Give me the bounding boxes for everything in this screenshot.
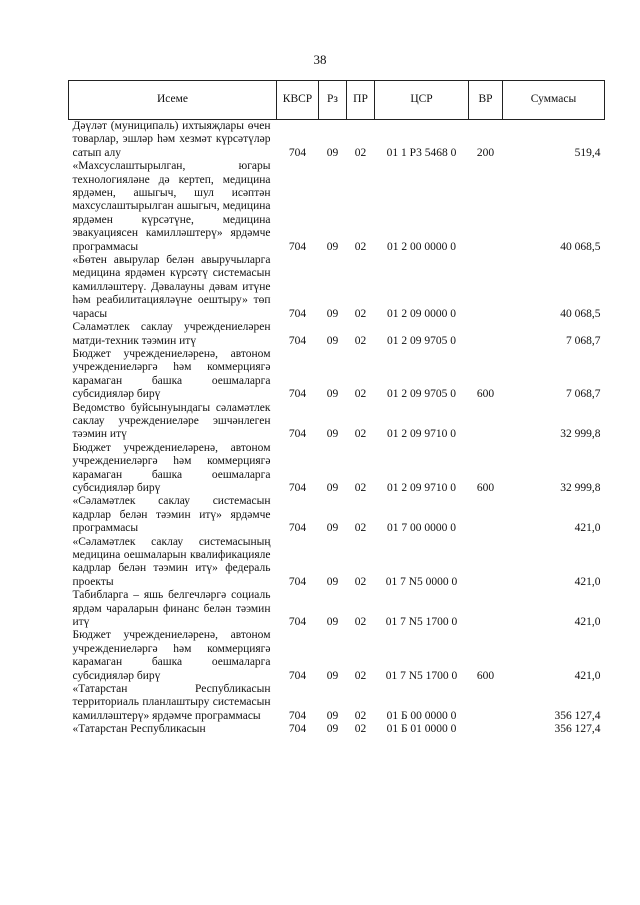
table-row xyxy=(69,442,605,496)
cell-kvsr: 704 xyxy=(288,334,307,347)
cell-sum: 40 068,5 xyxy=(560,240,601,253)
header-name: Исеме xyxy=(69,81,277,120)
cell-csr: 01 7 N5 0000 0 xyxy=(385,575,458,588)
cell-sum: 40 068,5 xyxy=(560,307,601,320)
table-row xyxy=(69,495,605,535)
cell-sum: 7 068,7 xyxy=(566,388,601,401)
cell-name: «Сәламәтлек саклау системасын кадрлар белән тәэмин итү» ярдәмче программасы xyxy=(72,495,271,535)
cell-rz: 09 xyxy=(326,428,339,441)
cell-vr xyxy=(469,536,503,590)
cell-vr: 600 xyxy=(476,481,495,494)
table-row xyxy=(69,254,605,321)
cell-rz: 09 xyxy=(326,616,339,629)
cell-sum: 421,0 xyxy=(574,669,601,682)
cell-name: Бюджет учреждениеләренә, автоном учреждениеләргә һәм коммерциягә карамаган башка оешмаларга субсидияләр бирү xyxy=(72,629,271,682)
cell-sum: 32 999,8 xyxy=(560,428,601,441)
cell-sum: 519,4 xyxy=(574,146,601,159)
table-row xyxy=(69,160,605,254)
cell-kvsr: 704 xyxy=(288,709,307,722)
cell-vr: 600 xyxy=(476,669,495,682)
cell-sum: 421,0 xyxy=(574,522,601,535)
cell-csr: 01 Б 00 0000 0 xyxy=(386,709,457,722)
cell-vr: 200 xyxy=(476,146,495,159)
cell-name: «Махсуслаштырылган, югары технологияләне дә кертеп, медицина ярдәмен, ашыгыч, шул исәптән махсуслаштырылган ашыгыч, медицина ярдәмен күрсәтүне, медицина эвакуациясен камилләштерү» ярдәмче программасы xyxy=(72,160,271,253)
cell-pr: 02 xyxy=(354,669,367,682)
cell-sum: 421,0 xyxy=(574,616,601,629)
cell-sum: 421,0 xyxy=(574,575,601,588)
cell-vr xyxy=(469,683,503,723)
cell-kvsr: 704 xyxy=(288,522,307,535)
cell-name: Бюджет учреждениеләренә, автоном учреждениеләргә һәм коммерциягә карамаган башка оешмаларга субсидияләр бирү xyxy=(72,347,271,401)
cell-csr: 01 2 09 9710 0 xyxy=(387,481,456,494)
cell-csr: 01 7 00 0000 0 xyxy=(387,522,456,535)
budget-table xyxy=(68,80,605,737)
cell-pr: 02 xyxy=(354,428,367,441)
cell-kvsr: 704 xyxy=(288,669,307,682)
cell-pr: 02 xyxy=(354,723,367,736)
table-header-row xyxy=(69,81,605,120)
cell-rz: 09 xyxy=(326,709,339,722)
cell-rz: 09 xyxy=(326,307,339,320)
cell-rz: 09 xyxy=(326,146,339,159)
table-row xyxy=(69,723,605,736)
cell-csr: 01 2 09 9705 0 xyxy=(387,388,456,401)
cell-name: «Сәламәтлек саклау системасының медицина оешмаларын квалификацияле кадрлар белән тәэмин итү» федераль проекты xyxy=(72,535,271,588)
cell-pr: 02 xyxy=(354,388,367,401)
cell-csr: 01 7 N5 1700 0 xyxy=(385,669,458,682)
header-sum: Суммасы xyxy=(503,81,605,120)
cell-rz: 09 xyxy=(326,575,339,588)
cell-pr: 02 xyxy=(354,146,367,159)
cell-kvsr: 704 xyxy=(288,240,307,253)
header-rz: Рз xyxy=(319,81,347,120)
cell-rz: 09 xyxy=(326,240,339,253)
cell-vr xyxy=(469,589,503,629)
table-row xyxy=(69,120,605,161)
table-row xyxy=(69,683,605,723)
cell-pr: 02 xyxy=(354,709,367,722)
table-row xyxy=(69,536,605,590)
cell-vr xyxy=(469,254,503,321)
cell-name: «Татарстан Республикасын территориаль планлаштыру системасын камилләштерү» ярдәмче программасы xyxy=(72,683,271,722)
cell-name: Табибларга – яшь белгечләргә социаль ярдәм чараларын финанс белән тәэмин итү xyxy=(72,589,271,629)
cell-name: Бюджет учреждениеләренә, автоном учреждениеләргә һәм коммерциягә карамаган башка оешмаларга субсидияләр бирү xyxy=(72,441,271,494)
header-pr: ПР xyxy=(347,81,375,120)
cell-csr: 01 7 N5 1700 0 xyxy=(385,616,458,629)
cell-kvsr: 704 xyxy=(288,575,307,588)
cell-sum: 356 127,4 xyxy=(554,709,601,722)
page-number: 38 xyxy=(313,52,327,67)
cell-kvsr: 704 xyxy=(288,388,307,401)
cell-name: Ведомство буйсынуындагы сәламәтлек саклау учреждениеләре эшчәнлеген тәэмин итү xyxy=(72,401,271,441)
cell-csr: 01 2 09 9705 0 xyxy=(387,334,456,347)
cell-vr xyxy=(469,321,503,348)
header-vr: ВР xyxy=(469,81,503,120)
cell-rz: 09 xyxy=(326,723,339,736)
cell-rz: 09 xyxy=(326,388,339,401)
cell-pr: 02 xyxy=(354,616,367,629)
table-row xyxy=(69,589,605,629)
cell-rz: 09 xyxy=(326,334,339,347)
cell-csr: 01 1 Р3 5468 0 xyxy=(386,146,457,159)
cell-pr: 02 xyxy=(354,522,367,535)
cell-pr: 02 xyxy=(354,307,367,320)
cell-vr xyxy=(469,495,503,535)
cell-csr: 01 2 09 9710 0 xyxy=(387,428,456,441)
cell-vr xyxy=(469,402,503,442)
table-row xyxy=(69,321,605,348)
cell-rz: 09 xyxy=(326,522,339,535)
cell-kvsr: 704 xyxy=(288,616,307,629)
cell-pr: 02 xyxy=(354,575,367,588)
cell-csr: 01 2 00 0000 0 xyxy=(387,240,456,253)
cell-csr: 01 2 09 0000 0 xyxy=(387,307,456,320)
cell-kvsr: 704 xyxy=(288,307,307,320)
table-row xyxy=(69,402,605,442)
cell-sum: 7 068,7 xyxy=(566,334,601,347)
cell-kvsr: 704 xyxy=(288,723,307,736)
cell-name: «Бөтен авырулар белән авыручыларга медицина ярдәмен күрсәтү системасын камилләштерү. Дәвалауны дәвам итүне һәм реабилитацияләүне оештыру» төп чарасы xyxy=(72,254,271,320)
cell-kvsr: 704 xyxy=(288,428,307,441)
cell-pr: 02 xyxy=(354,481,367,494)
cell-pr: 02 xyxy=(354,240,367,253)
cell-rz: 09 xyxy=(326,669,339,682)
cell-sum: 356 127,4 xyxy=(554,723,601,736)
cell-vr: 600 xyxy=(476,388,495,401)
cell-kvsr: 704 xyxy=(288,146,307,159)
cell-name: Сәламәтлек саклау учреждениеләрен матди-техник тәэмин итү xyxy=(72,321,271,347)
cell-vr xyxy=(469,160,503,254)
cell-pr: 02 xyxy=(354,334,367,347)
cell-name: «Татарстан Республикасын xyxy=(72,723,206,736)
cell-rz: 09 xyxy=(326,481,339,494)
header-kvsr: КВСР xyxy=(277,81,319,120)
cell-sum: 32 999,8 xyxy=(560,481,601,494)
cell-name: Дәүләт (муниципаль) ихтыяҗлары өчен товарлар, эшләр һәм хезмәт күрсәтүләр сатып алу xyxy=(72,120,271,159)
cell-kvsr: 704 xyxy=(288,481,307,494)
table-row xyxy=(69,348,605,402)
cell-vr xyxy=(469,723,503,736)
header-csr: ЦСР xyxy=(375,81,469,120)
table-row xyxy=(69,629,605,683)
cell-csr: 01 Б 01 0000 0 xyxy=(386,723,457,736)
